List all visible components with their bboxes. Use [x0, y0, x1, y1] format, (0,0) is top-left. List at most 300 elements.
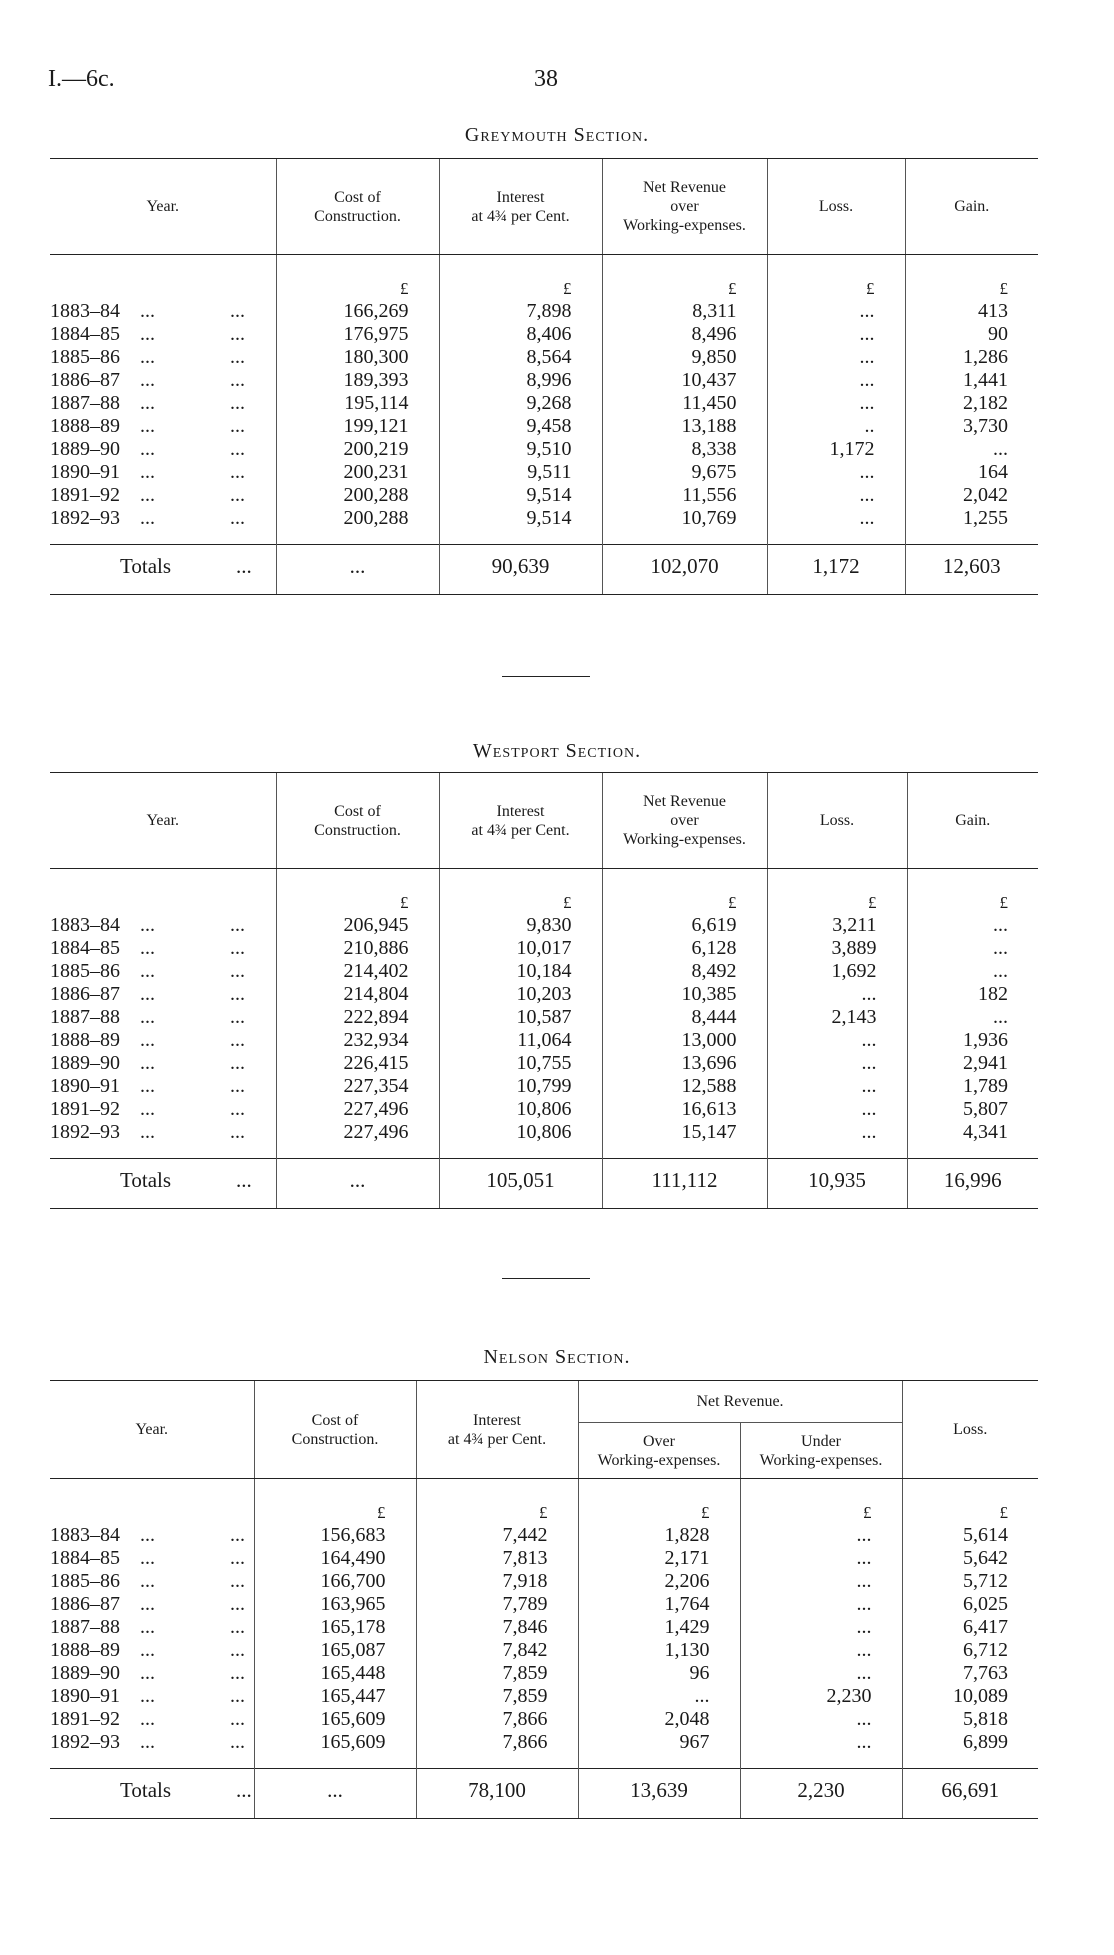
gain-cell: £ — [905, 255, 1038, 301]
leader-dots: ... — [230, 983, 245, 1005]
year-cell — [50, 1029, 276, 1052]
loss-cell: 5,614 — [902, 1524, 1038, 1547]
year-label: 1888–89 — [50, 1639, 120, 1661]
loss-cell: ... — [767, 1075, 907, 1098]
cost-cell: 165,609 — [254, 1708, 416, 1731]
header-net-revenue: Net Revenue over Working-expenses. — [602, 773, 767, 869]
net-cell: 8,492 — [602, 960, 767, 983]
loss-cell: .. — [767, 415, 905, 438]
year-cell — [50, 1593, 254, 1616]
net-cell: 16,613 — [602, 1098, 767, 1121]
leader-dots: ... — [140, 1708, 155, 1730]
year-cell — [50, 869, 276, 915]
table-row — [50, 1731, 1038, 1769]
gain-cell: ... — [907, 960, 1038, 983]
nelson-body — [50, 1479, 1038, 1819]
table-row — [50, 1708, 1038, 1731]
leader-dots: ... — [140, 1075, 155, 1097]
gain-cell: 1,441 — [905, 369, 1038, 392]
interest-cell: 9,458 — [439, 415, 602, 438]
year-cell — [50, 1052, 276, 1075]
table-row — [50, 1570, 1038, 1593]
loss-cell: £ — [902, 1479, 1038, 1525]
loss-cell: 3,889 — [767, 937, 907, 960]
gain-cell: ... — [907, 914, 1038, 937]
leader-dots: ... — [230, 1006, 245, 1028]
under-cell: ... — [740, 1593, 902, 1616]
year-cell — [50, 1731, 254, 1769]
leader-dots: ... — [230, 1593, 245, 1615]
gain-cell: £ — [907, 869, 1038, 915]
cost-cell: 199,121 — [276, 415, 439, 438]
loss-cell: 5,642 — [902, 1547, 1038, 1570]
interest-cell: 10,184 — [439, 960, 602, 983]
totals-label: Totals — [120, 1778, 172, 1802]
gain-cell: 3,730 — [905, 415, 1038, 438]
year-cell — [50, 1616, 254, 1639]
table-row — [50, 392, 1038, 415]
interest-cell: 7,859 — [416, 1662, 578, 1685]
header-net-revenue: Net Revenue over Working-expenses. — [602, 159, 767, 255]
over-cell: 2,206 — [578, 1570, 740, 1593]
nelson-title: Nelson Section. — [483, 1346, 631, 1368]
interest-cell: £ — [416, 1479, 578, 1525]
loss-cell: ... — [767, 1121, 907, 1159]
cost-cell: 227,354 — [276, 1075, 439, 1098]
gain-cell: 2,042 — [905, 484, 1038, 507]
year-cell — [50, 1479, 254, 1525]
table-row — [50, 914, 1038, 937]
under-cell: £ — [740, 1479, 902, 1525]
table-row — [50, 507, 1038, 545]
total-under-cell: 2,230 — [740, 1769, 902, 1819]
leader-dots: ... — [140, 1029, 155, 1051]
loss-cell: 6,417 — [902, 1616, 1038, 1639]
loss-cell: ... — [767, 983, 907, 1006]
leader-dots: ... — [230, 1616, 245, 1638]
interest-cell: 10,806 — [439, 1121, 602, 1159]
cost-cell: 165,448 — [254, 1662, 416, 1685]
interest-cell: 7,859 — [416, 1685, 578, 1708]
header-loss: Loss. — [767, 773, 907, 869]
loss-cell: ... — [767, 346, 905, 369]
net-cell: 13,696 — [602, 1052, 767, 1075]
year-cell — [50, 1547, 254, 1570]
gain-cell: 182 — [907, 983, 1038, 1006]
leader-dots: ... — [140, 346, 155, 368]
year-cell — [50, 1639, 254, 1662]
totals-label-cell — [50, 1159, 276, 1209]
cost-cell: 166,269 — [276, 300, 439, 323]
gain-cell: ... — [905, 438, 1038, 461]
greymouth-table — [50, 158, 1038, 595]
leader-dots: ... — [140, 415, 155, 437]
net-cell: 12,588 — [602, 1075, 767, 1098]
loss-cell: 5,712 — [902, 1570, 1038, 1593]
header-interest: Interest at 4¾ per Cent. — [439, 773, 602, 869]
loss-cell: ... — [767, 392, 905, 415]
leader-dots: ... — [230, 914, 245, 936]
over-cell: 2,171 — [578, 1547, 740, 1570]
leader-dots: ... — [230, 1685, 245, 1707]
year-label: 1883–84 — [50, 1524, 120, 1546]
gain-cell: 164 — [905, 461, 1038, 484]
table-row — [50, 1052, 1038, 1075]
year-cell — [50, 255, 276, 301]
year-cell — [50, 914, 276, 937]
header-interest: Interest at 4¾ per Cent. — [439, 159, 602, 255]
totals-label-cell — [50, 1769, 254, 1819]
net-cell: 8,311 — [602, 300, 767, 323]
year-cell — [50, 507, 276, 545]
table-row — [50, 1685, 1038, 1708]
table-row — [50, 1098, 1038, 1121]
loss-cell: 1,172 — [767, 438, 905, 461]
cost-cell: 166,700 — [254, 1570, 416, 1593]
total-loss-cell: 66,691 — [902, 1769, 1038, 1819]
net-cell: 10,437 — [602, 369, 767, 392]
leader-dots: ... — [230, 1570, 245, 1592]
over-cell: 1,429 — [578, 1616, 740, 1639]
leader-dots: ... — [140, 1639, 155, 1661]
interest-cell: 7,866 — [416, 1731, 578, 1769]
interest-cell: 8,406 — [439, 323, 602, 346]
leader-dots: ... — [140, 1098, 155, 1120]
table-row — [50, 1121, 1038, 1159]
year-cell — [50, 323, 276, 346]
leader-dots: ... — [230, 323, 245, 345]
table-row — [50, 983, 1038, 1006]
total-interest-cell: 90,639 — [439, 545, 602, 595]
under-cell: ... — [740, 1639, 902, 1662]
interest-cell: 9,511 — [439, 461, 602, 484]
under-cell: ... — [740, 1731, 902, 1769]
under-cell: 2,230 — [740, 1685, 902, 1708]
year-label: 1886–87 — [50, 983, 120, 1005]
year-cell — [50, 1685, 254, 1708]
leader-dots: ... — [140, 507, 155, 529]
section-divider — [502, 676, 590, 677]
loss-cell: 6,899 — [902, 1731, 1038, 1769]
cost-cell: 227,496 — [276, 1121, 439, 1159]
loss-cell: ... — [767, 323, 905, 346]
nelson-table — [50, 1380, 1038, 1819]
year-label: 1892–93 — [50, 1731, 120, 1753]
loss-cell: ... — [767, 507, 905, 545]
year-cell — [50, 1006, 276, 1029]
leader-dots: ... — [230, 1121, 245, 1143]
header-year: Year. — [50, 1381, 254, 1479]
cost-cell: 210,886 — [276, 937, 439, 960]
interest-cell: 9,514 — [439, 507, 602, 545]
leader-dots: ... — [140, 1052, 155, 1074]
gain-cell: ... — [907, 937, 1038, 960]
gain-cell: 2,941 — [907, 1052, 1038, 1075]
year-label: 1886–87 — [50, 369, 120, 391]
table-row — [50, 1029, 1038, 1052]
cost-cell: 176,975 — [276, 323, 439, 346]
loss-cell: ... — [767, 484, 905, 507]
under-cell: ... — [740, 1547, 902, 1570]
year-label: 1888–89 — [50, 415, 120, 437]
net-cell: 8,338 — [602, 438, 767, 461]
page-number: 38 — [534, 66, 558, 92]
leader-dots: ... — [236, 554, 252, 578]
net-cell: 11,450 — [602, 392, 767, 415]
year-cell — [50, 1098, 276, 1121]
year-label: 1887–88 — [50, 1006, 120, 1028]
table-row — [50, 1593, 1038, 1616]
cost-cell: 227,496 — [276, 1098, 439, 1121]
loss-cell: £ — [767, 255, 905, 301]
net-cell: 8,496 — [602, 323, 767, 346]
cost-cell: £ — [254, 1479, 416, 1525]
cost-cell: 200,231 — [276, 461, 439, 484]
over-cell: 1,828 — [578, 1524, 740, 1547]
under-cell: ... — [740, 1662, 902, 1685]
under-cell: ... — [740, 1570, 902, 1593]
year-label: 1892–93 — [50, 1121, 120, 1143]
net-cell: 8,444 — [602, 1006, 767, 1029]
table-row — [50, 1639, 1038, 1662]
total-over-cell: 13,639 — [578, 1769, 740, 1819]
year-cell — [50, 1570, 254, 1593]
cost-cell: £ — [276, 255, 439, 301]
leader-dots: ... — [140, 300, 155, 322]
cost-cell: 165,609 — [254, 1731, 416, 1769]
currency-row — [50, 869, 1038, 915]
interest-cell: 8,996 — [439, 369, 602, 392]
interest-cell: 7,846 — [416, 1616, 578, 1639]
leader-dots: ... — [230, 937, 245, 959]
over-cell: 967 — [578, 1731, 740, 1769]
year-cell — [50, 1524, 254, 1547]
leader-dots: ... — [140, 914, 155, 936]
cost-cell: 214,402 — [276, 960, 439, 983]
leader-dots: ... — [140, 960, 155, 982]
total-gain-cell: 16,996 — [907, 1159, 1038, 1209]
leader-dots: ... — [230, 392, 245, 414]
year-cell — [50, 1075, 276, 1098]
loss-cell: ... — [767, 369, 905, 392]
gain-cell: 2,182 — [905, 392, 1038, 415]
cost-cell: 214,804 — [276, 983, 439, 1006]
loss-cell: 6,025 — [902, 1593, 1038, 1616]
interest-cell: 10,755 — [439, 1052, 602, 1075]
interest-cell: 7,842 — [416, 1639, 578, 1662]
year-label: 1889–90 — [50, 1052, 120, 1074]
cost-cell: £ — [276, 869, 439, 915]
loss-cell: ... — [767, 461, 905, 484]
year-cell — [50, 461, 276, 484]
header-loss: Loss. — [767, 159, 905, 255]
interest-cell: 7,866 — [416, 1708, 578, 1731]
leader-dots: ... — [230, 1708, 245, 1730]
under-cell: ... — [740, 1524, 902, 1547]
cost-cell: 200,288 — [276, 484, 439, 507]
year-cell — [50, 937, 276, 960]
net-cell: £ — [602, 255, 767, 301]
over-cell: £ — [578, 1479, 740, 1525]
leader-dots: ... — [230, 346, 245, 368]
total-loss-cell: 1,172 — [767, 545, 905, 595]
total-net-cell: 102,070 — [602, 545, 767, 595]
year-label: 1884–85 — [50, 323, 120, 345]
under-cell: ... — [740, 1616, 902, 1639]
leader-dots: ... — [230, 415, 245, 437]
leader-dots: ... — [230, 1639, 245, 1661]
leader-dots: ... — [140, 1685, 155, 1707]
interest-cell: £ — [439, 869, 602, 915]
year-label: 1887–88 — [50, 392, 120, 414]
leader-dots: ... — [230, 300, 245, 322]
leader-dots: ... — [236, 1778, 252, 1802]
header-net-revenue-group: Net Revenue. — [578, 1381, 902, 1423]
net-cell: 15,147 — [602, 1121, 767, 1159]
cost-cell: 206,945 — [276, 914, 439, 937]
leader-dots: ... — [230, 1731, 245, 1753]
leader-dots: ... — [230, 1547, 245, 1569]
year-cell — [50, 1662, 254, 1685]
leader-dots: ... — [140, 1006, 155, 1028]
table-row — [50, 323, 1038, 346]
gain-cell: 1,789 — [907, 1075, 1038, 1098]
interest-cell: 11,064 — [439, 1029, 602, 1052]
loss-cell: ... — [767, 1098, 907, 1121]
year-label: 1889–90 — [50, 1662, 120, 1684]
year-label: 1891–92 — [50, 484, 120, 506]
interest-cell: 9,510 — [439, 438, 602, 461]
totals-row — [50, 1769, 1038, 1819]
leader-dots: ... — [140, 484, 155, 506]
leader-dots: ... — [140, 323, 155, 345]
leader-dots: ... — [230, 1029, 245, 1051]
year-label: 1890–91 — [50, 1685, 120, 1707]
year-label: 1888–89 — [50, 1029, 120, 1051]
header-over-working-expenses: Over Working-expenses. — [578, 1423, 740, 1479]
leader-dots: ... — [230, 507, 245, 529]
interest-cell: 7,442 — [416, 1524, 578, 1547]
leader-dots: ... — [230, 1662, 245, 1684]
gain-cell: 4,341 — [907, 1121, 1038, 1159]
total-gain-cell: 12,603 — [905, 545, 1038, 595]
gain-cell: 90 — [905, 323, 1038, 346]
cost-cell: 189,393 — [276, 369, 439, 392]
gain-cell: 1,286 — [905, 346, 1038, 369]
interest-cell: 10,203 — [439, 983, 602, 1006]
year-cell — [50, 392, 276, 415]
leader-dots: ... — [140, 1731, 155, 1753]
header-under-working-expenses: Under Working-expenses. — [740, 1423, 902, 1479]
year-label: 1884–85 — [50, 1547, 120, 1569]
interest-cell: 10,799 — [439, 1075, 602, 1098]
year-cell — [50, 300, 276, 323]
cost-cell: 222,894 — [276, 1006, 439, 1029]
currency-row — [50, 255, 1038, 301]
totals-label-cell — [50, 545, 276, 595]
loss-cell: 3,211 — [767, 914, 907, 937]
header-gain: Gain. — [907, 773, 1038, 869]
year-label: 1883–84 — [50, 914, 120, 936]
interest-cell: 10,017 — [439, 937, 602, 960]
interest-cell: 7,898 — [439, 300, 602, 323]
net-cell: 9,675 — [602, 461, 767, 484]
loss-cell: ... — [767, 1052, 907, 1075]
leader-dots: ... — [230, 438, 245, 460]
over-cell: 1,764 — [578, 1593, 740, 1616]
gain-cell: ... — [907, 1006, 1038, 1029]
westport-title: Westport Section. — [472, 740, 642, 762]
year-label: 1883–84 — [50, 300, 120, 322]
cost-cell: 156,683 — [254, 1524, 416, 1547]
loss-cell: 5,818 — [902, 1708, 1038, 1731]
net-cell: 11,556 — [602, 484, 767, 507]
header-gain: Gain. — [905, 159, 1038, 255]
year-cell — [50, 438, 276, 461]
year-label: 1890–91 — [50, 1075, 120, 1097]
total-interest-cell: 105,051 — [439, 1159, 602, 1209]
section-divider — [502, 1278, 590, 1279]
table-row — [50, 300, 1038, 323]
interest-cell: 9,514 — [439, 484, 602, 507]
year-label: 1892–93 — [50, 507, 120, 529]
loss-cell: ... — [767, 300, 905, 323]
leader-dots: ... — [140, 369, 155, 391]
leader-dots: ... — [230, 1098, 245, 1120]
loss-cell: 1,692 — [767, 960, 907, 983]
header-year: Year. — [50, 159, 276, 255]
net-cell: 13,188 — [602, 415, 767, 438]
greymouth-title: Greymouth Section. — [464, 124, 650, 146]
leader-dots: ... — [230, 960, 245, 982]
interest-cell: 7,789 — [416, 1593, 578, 1616]
table-row — [50, 1075, 1038, 1098]
cost-cell: 165,178 — [254, 1616, 416, 1639]
leader-dots: ... — [230, 461, 245, 483]
year-label: 1885–86 — [50, 346, 120, 368]
leader-dots: ... — [230, 1524, 245, 1546]
westport-body — [50, 869, 1038, 1209]
net-cell: 6,128 — [602, 937, 767, 960]
under-cell: ... — [740, 1708, 902, 1731]
table-row — [50, 484, 1038, 507]
gain-cell: 413 — [905, 300, 1038, 323]
year-cell — [50, 369, 276, 392]
header-cost: Cost of Construction. — [254, 1381, 416, 1479]
net-cell: £ — [602, 869, 767, 915]
year-cell — [50, 983, 276, 1006]
cost-cell: 180,300 — [276, 346, 439, 369]
loss-cell: 2,143 — [767, 1006, 907, 1029]
table-row — [50, 937, 1038, 960]
leader-dots: ... — [230, 484, 245, 506]
page-reference: I.—6c. — [48, 66, 115, 92]
header-year: Year. — [50, 773, 276, 869]
interest-cell: 10,806 — [439, 1098, 602, 1121]
total-loss-cell: 10,935 — [767, 1159, 907, 1209]
cost-cell: 165,447 — [254, 1685, 416, 1708]
totals-row — [50, 545, 1038, 595]
interest-cell: 8,564 — [439, 346, 602, 369]
interest-cell: £ — [439, 255, 602, 301]
table-row — [50, 369, 1038, 392]
greymouth-body — [50, 255, 1038, 595]
cost-cell: 226,415 — [276, 1052, 439, 1075]
table-row — [50, 1616, 1038, 1639]
year-label: 1889–90 — [50, 438, 120, 460]
net-cell: 9,850 — [602, 346, 767, 369]
year-label: 1885–86 — [50, 960, 120, 982]
